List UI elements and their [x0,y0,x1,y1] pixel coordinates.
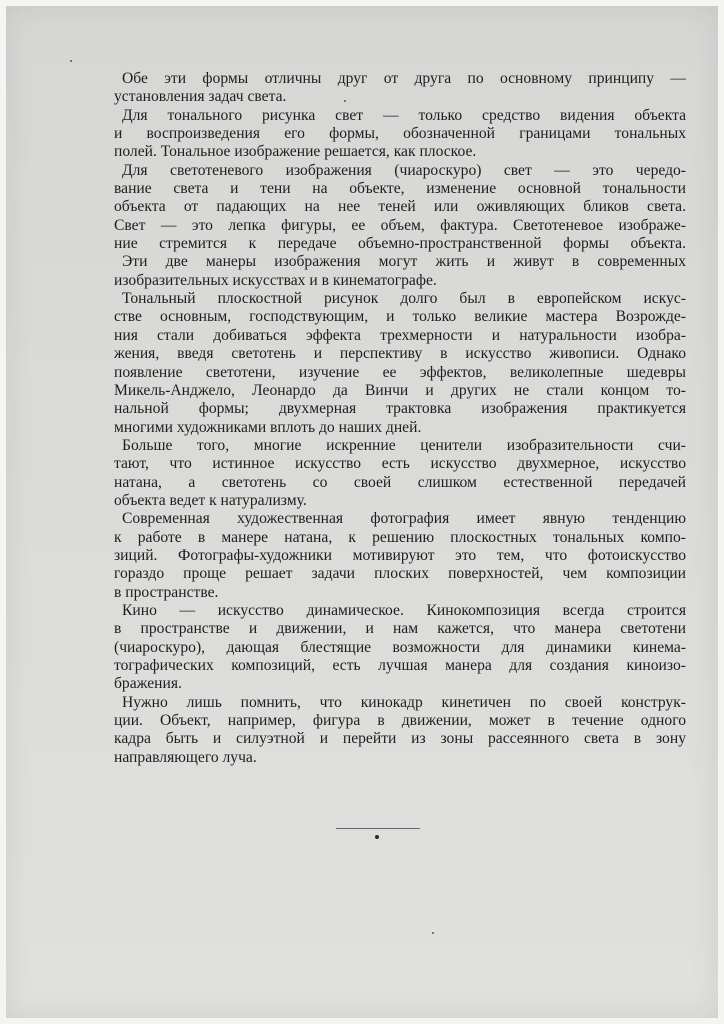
paragraph-8 [114,602,686,694]
text-line: объекта ведет к натурализму. [114,491,307,509]
text-line: кадра быть и силуэтной и перейти из зоны рассеянного света в зону [114,730,686,748]
text-line: натана, а светотень со своей слишком естественной передачей [114,473,686,491]
text-line: Свет — это лепка фигуры, ее объем, фактура. Светотеневое изображе- [114,216,686,234]
text-line: полей. Тональное изображение решается, как плоское. [114,143,477,161]
text-line: Кино — искусство динамическое. Кинокомпозиция всегда строится [122,601,686,619]
text-line: Для светотеневого изображения (чиароскуро) свет — это чередо- [122,161,686,179]
text-line: Больше того, многие искренние ценители изобразительности счи- [122,436,686,454]
text-line: Современная художественная фотография имеет явную тенденцию [122,510,686,528]
paragraph-1 [114,70,686,107]
text-line: вание света и тени на объекте, изменение основной тональности [114,180,686,198]
text-line: многими художниками вплоть до наших дней. [114,418,422,436]
text-line: в пространстве. [114,583,219,601]
text-line: (чиароскуро), дающая блестящие возможности для динамики кинема- [114,638,686,656]
text-line: Обе эти формы отличны друг от друга по основному принципу — [122,70,686,87]
text-line: в пространстве и движении, и нам кажется, что манера светотени [114,620,686,638]
text-line: ния стали добиваться эффекта трехмерности и натуральности изобра- [114,326,686,344]
paragraph-9 [114,694,686,767]
text-line: Тональный плоскостной рисунок долго был в европейском искус- [122,290,686,308]
paper-speck [432,932,434,934]
text-line: нальной формы; двухмерная трактовка изображения практикуется [114,400,686,418]
text-line: объекта от падающих на нее теней или оживляющих бликов света. [114,198,686,216]
text-line: Микель-Анджело, Леонардо да Винчи и других не стали концом то- [114,381,686,399]
text-line: зиций. Фотографы-художники мотивируют это тем, что фотоискусство [114,546,686,564]
paragraph-3 [114,162,686,254]
paragraph-6 [114,437,686,510]
text-line: тают, что истинное искусство есть искусство двухмерное, искусство [114,455,686,473]
text-line: бражения. [114,675,182,693]
text-line: к работе в манере натана, к решению плоскостных тональных компо- [114,528,686,546]
text-line: Для тонального рисунка свет — только средство видения объекта [122,106,686,124]
text-line: появление светотени, изучение ее эффектов, великолепные шедевры [114,363,686,381]
book-page [6,6,718,1018]
text-line: Нужно лишь помнить, что кинокадр кинетичен по своей конструк- [122,693,686,711]
paragraph-2 [114,107,686,162]
paragraph-5 [114,290,686,437]
text-line: направляющего луча. [114,748,257,766]
text-line: стве основным, господствующим, и только великие мастера Возрожде- [114,308,686,326]
body-text [114,70,686,767]
text-line: и воспроизведения его формы, обозначенной границами тональных [114,125,686,143]
paper-speck [70,60,72,62]
text-line: Эти две манеры изображения могут жить и живут в современных [122,253,686,271]
text-line: ние стремится к передаче объемно-пространственной формы объекта. [114,235,686,253]
paper-speck [344,100,346,102]
text-line: гораздо проще решает задачи плоских поверхностей, чем композиции [114,565,686,583]
text-line: установления задач света. [114,88,287,106]
divider-dot [375,835,379,839]
text-line: жения, введя светотень и перспективу в искусство живописи. Однако [114,345,686,363]
section-divider-rule [336,828,420,829]
paragraph-4 [114,253,686,290]
paragraph-7 [114,510,686,602]
text-line: тографических композиций, есть лучшая манера для создания кинoизo- [114,657,686,674]
text-line: ции. Объект, например, фигура в движении, может в течение одного [114,712,686,730]
text-line: изобразительных искусствах и в кинематографе. [114,271,437,289]
